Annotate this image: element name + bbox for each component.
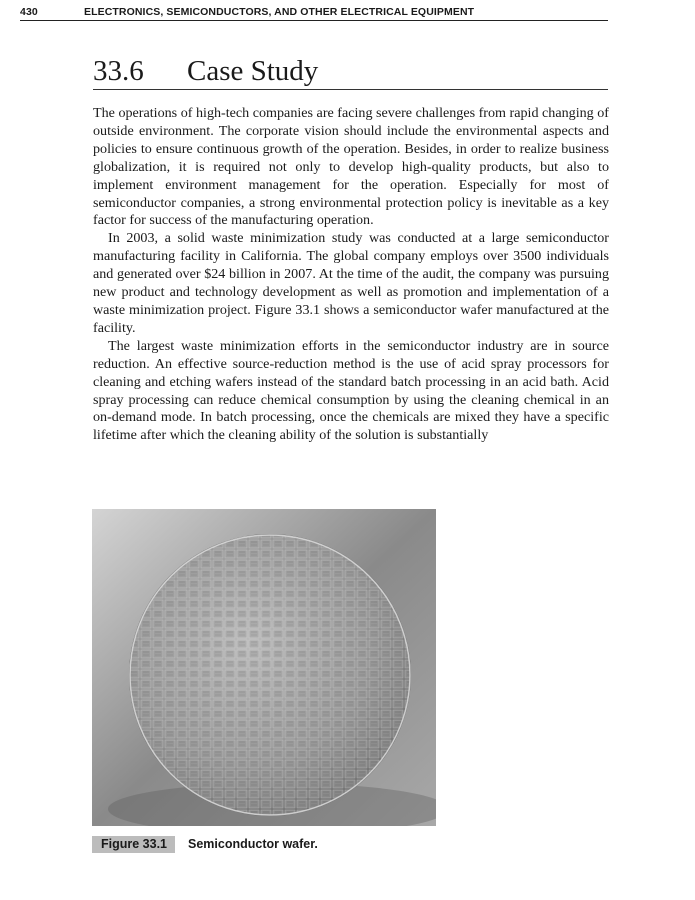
- paragraph-3: The largest waste minimization efforts in the semiconductor industry are in source reduction. An effective source-reduction method is the use of acid spray processors for cleaning and etching wafers instead of the standard batch processing in an acid bath. Acid spray processing can reduce chemical consumption by using the cleaning chemical in an on-demand mode. In batch processing, once the chemicals are mixed they have a specific lifetime after which the cleaning ability of the solution is substantially: [93, 337, 609, 444]
- wafer-illustration: [92, 509, 436, 826]
- wafer-photo: [92, 509, 436, 826]
- section-heading: [93, 54, 608, 90]
- body-text: [93, 105, 609, 445]
- running-head: [20, 6, 608, 21]
- figure-caption: [92, 836, 318, 853]
- page-number: 430: [20, 6, 38, 18]
- figure-label: Figure 33.1: [92, 836, 175, 853]
- figure-caption-text: Semiconductor wafer.: [188, 837, 318, 851]
- paragraph-1: The operations of high-tech companies are facing severe challenges from rapid changing of outside environment. The corporate vision should include the environmental aspects and policies to ensure continuous growth of the operation. Besides, in order to realize business globalization, it is required not only to develop high-quality products, but also to implement environment management for the operation. Especially for most of semiconductor companies, a strong environmental protection policy is inevitable as a key factor for success of the manufacturing operation.: [93, 105, 609, 229]
- paragraph-2: In 2003, a solid waste minimization study was conducted at a large semiconductor manufacturing facility in California. The global company employs over 3500 individuals and generated over $24 billion in 2007. At the time of the audit, the company was pursuing new product and technology development as well as promotion and implementation of a waste minimization project. Figure 33.1 shows a semiconductor wafer manufactured at the facility.: [93, 230, 609, 336]
- section-number: 33.6: [93, 55, 144, 87]
- chapter-title: ELECTRONICS, SEMICONDUCTORS, AND OTHER ELECTRICAL EQUIPMENT: [84, 6, 475, 18]
- section-title: Case Study: [187, 55, 319, 87]
